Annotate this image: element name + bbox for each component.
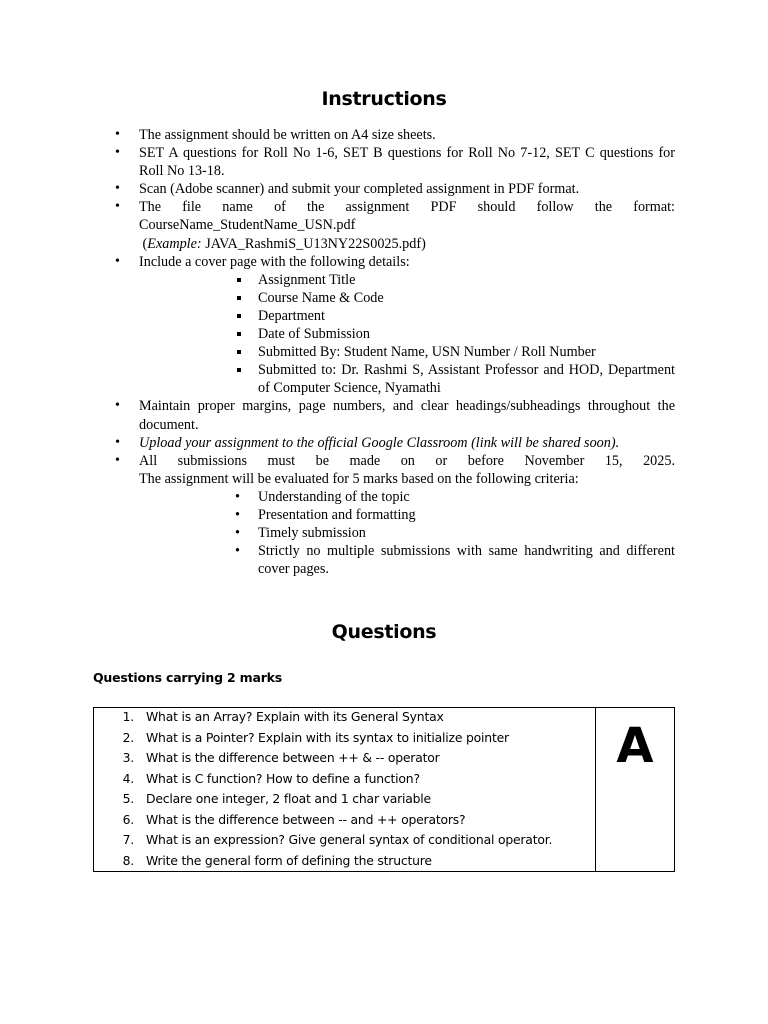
cover-detail-item: Submitted to: Dr. Rashmi S, Assistant Professor and HOD, Department of Computer Science, Nyamathi [139,361,675,397]
criteria-list [139,488,675,578]
cover-detail-item: Date of Submission [139,325,675,343]
filename-format: CourseName_StudentName_USN.pdf [139,217,356,234]
instruction-item: • Maintain proper margins, page numbers, and clear headings/subheadings throughout the document. [113,397,675,433]
instructions-heading: Instructions [321,88,447,110]
questions-table [93,707,675,872]
filename-example: (Example: JAVA_RashmiS_U13NY22S0025.pdf) [142,235,426,252]
instructions-list [113,126,675,578]
criteria-item: • Presentation and formatting [139,506,675,524]
cover-page-intro: • Include a cover page with the following details: [139,253,410,270]
instruction-item: • Upload your assignment to the official Google Classroom (link will be shared soon). [113,434,675,452]
cover-details-list [139,271,675,398]
marks-subheading: Questions carrying 2 marks [93,670,283,685]
questions-list: 1. What is an Array? Explain with its General Syntax 2. What is a Pointer? Explain with its syntax to initialize pointer 3. What is the difference between ++ & -- operator 4. What is C function? How to define a function? 5. Declare one integer, 2 float and 1 char variable 6. What is the difference between -- and ++ operators? 7. What is an expression? Give general syntax of conditional operator. 8. Write the general form of defining the structure [94,708,596,871]
evaluation-line: The assignment will be evaluated for 5 marks based on the following criteria: [139,470,579,487]
set-label: A [616,718,654,774]
instruction-item: • The assignment should be written on A4 size sheets. [113,126,675,144]
instruction-item: • SET A questions for Roll No 1-6, SET B questions for Roll No 7-12, SET C questions for Roll No 13-18. [113,144,675,180]
example-value: JAVA_RashmiS_U13NY22S0025.pdf) [201,235,426,252]
criteria-item: • Timely submission [139,524,675,542]
cover-detail-item: Assignment Title [139,271,675,289]
cover-detail-item: Submitted By: Student Name, USN Number / Roll Number [139,343,675,361]
cover-detail-item: Course Name & Code [139,289,675,307]
example-label: Example: [147,235,202,252]
deadline-line: • All submissions must be made on or before November 15, 2025. [139,452,675,469]
instruction-item [113,253,675,398]
cover-detail-item: Department [139,307,675,325]
filename-format-line: • The file name of the assignment PDF should follow the format: [139,199,675,216]
instruction-item [113,452,675,579]
criteria-item: • Understanding of the topic [139,488,675,506]
questions-heading: Questions [331,621,437,643]
instruction-item: • Scan (Adobe scanner) and submit your completed assignment in PDF format. [113,180,675,198]
instruction-item [113,198,675,252]
criteria-item: • Strictly no multiple submissions with same handwriting and different cover pages. [139,542,675,578]
